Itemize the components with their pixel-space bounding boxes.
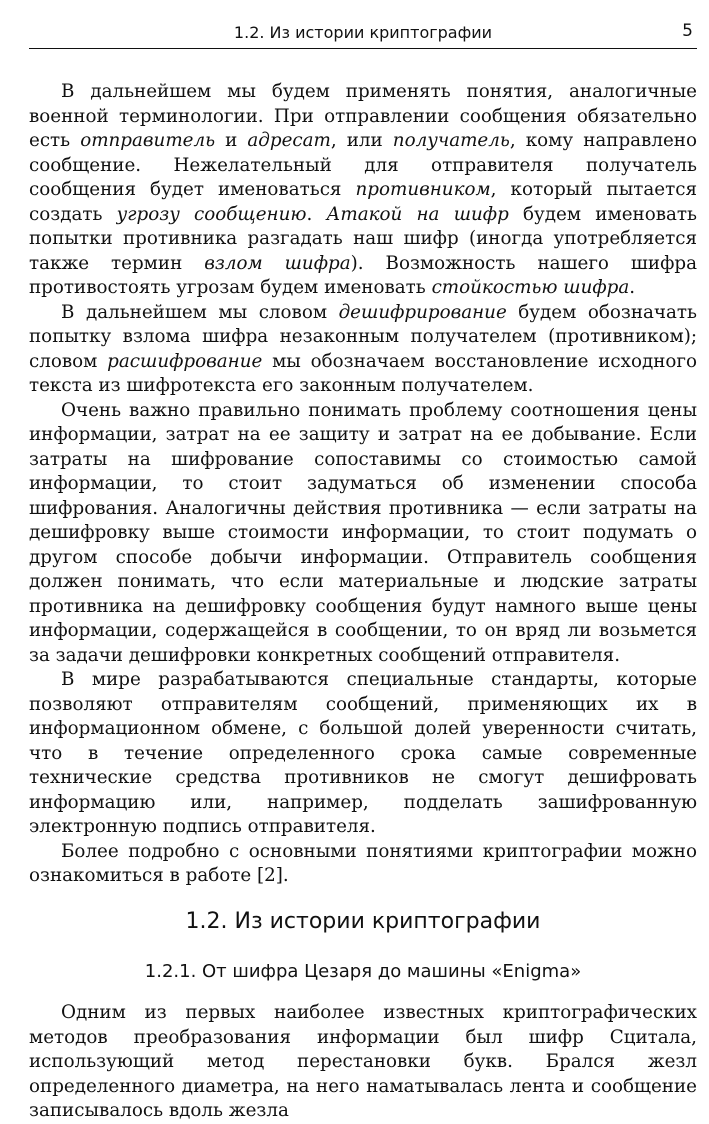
paragraph-cost: Очень важно правильно понимать проблему соотношения цены информации, затрат на ее защиту и затрат на ее добывание. Если затраты на шифрование сопоставимы со стоимостью самой информации, то стоит задуматься об изменении способа шифрования. Аналогичны действия противника — если затраты на дешифровку выше стоимости информации, то стоит подумать о другом способе добычи информации. Отправитель сообщения должен понимать, что если материальные и людские затраты противника на дешифровку сообщения будут намного выше цены информации, содержащейся в сообщении, то он вряд ли возьмется за задачи дешифровки конкретных сообщений отправителя. [29, 399, 697, 666]
paragraph-terminology: В дальнейшем мы будем применять понятия, аналогичные военной терминологии. При отправлении сообщения обязательно есть отправитель и адресат, или получатель, кому направлено сообщение. Нежелательный для отправителя получатель сообщения будет именоваться противником, который пытается создать угрозу сообщению. Атакой на шифр будем именовать попытки противника разгадать наш шифр (иногда употребляется также термин взлом шифра). Возможность нашего шифра противостоять угрозам будем именовать стойкостью шифра. [29, 81, 697, 298]
term-attack: Атакой на шифр [326, 203, 509, 225]
running-header [29, 20, 697, 49]
term-recipient: получатель [392, 130, 510, 151]
paragraph-scytale: Одним из первых наиболее известных криптографических методов преобразования информации был шифр Сцитала, использующий метод перестановки букв. Брался жезл определенного диаметра, на него наматывалась лента и сообщение записывалось вдоль жезла [29, 1002, 697, 1121]
paragraph-decryption-terms: В дальнейшем мы словом дешифрирование будем обозначать попытку взлома шифра незаконным получателем (противником); словом расшифрование мы обозначаем восстановление исходного текста из шифротекста его законным получателем. [29, 301, 697, 396]
body-text-bottom [29, 1001, 697, 1124]
subsection-heading: 1.2.1. От шифра Цезаря до машины «Enigma» [144, 961, 582, 982]
page-number: 5 [682, 21, 693, 41]
section-heading: 1.2. Из истории криптографии [185, 909, 541, 934]
body-text-top [29, 80, 697, 889]
term-adversary: противником [355, 179, 491, 200]
paragraph-standards: В мире разрабатываются специальные стандарты, которые позволяют отправителям сообщений, применяющих их в информационном обмене, с большой долей уверенности считать, что в течение определенного срока самые современные технические средства противников не смогут дешифровать информацию или, например, подделать зашифрованную электронную подпись отправителя. [29, 669, 697, 837]
term-decryption: расшифрование [107, 350, 263, 372]
running-header-title: 1.2. Из истории криптографии [233, 23, 493, 42]
paragraph-reference: Более подробно с основными понятиями криптографии можно ознакомиться в работе [2]. [29, 840, 697, 886]
term-cipher-strength: стойкостью шифра [431, 277, 630, 298]
term-cryptanalysis: дешифрирование [338, 301, 507, 323]
term-sender: отправитель [80, 130, 216, 151]
term-addressee: адресат [247, 130, 331, 151]
term-cipher-break: взлом шифра [204, 252, 351, 274]
term-threat: угрозу сообщению [116, 203, 307, 225]
